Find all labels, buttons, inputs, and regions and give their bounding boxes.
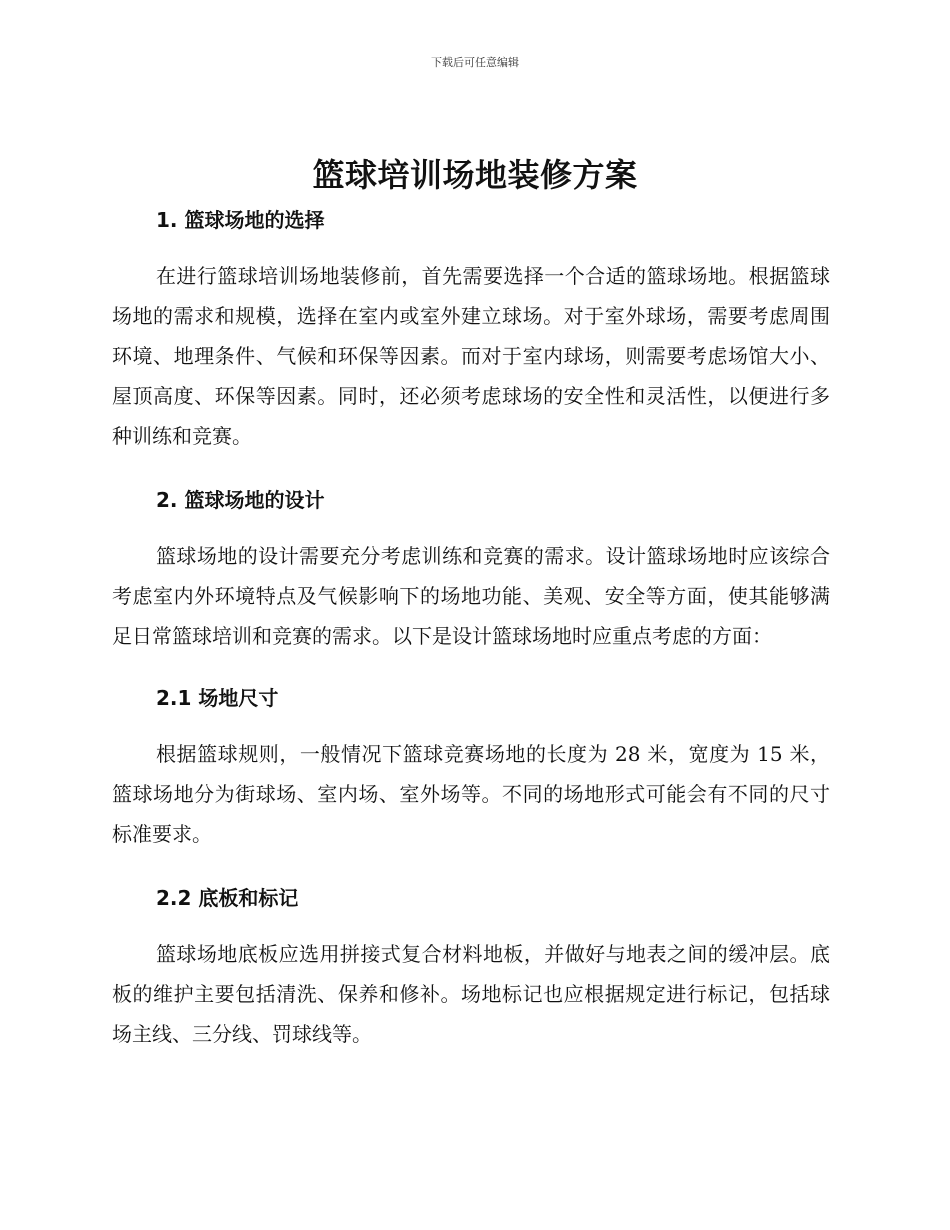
section-heading-2-2: 2.2 底板和标记 xyxy=(156,886,299,910)
section-paragraph-2-1: 根据篮球规则，一般情况下篮球竞赛场地的长度为 28 米，宽度为 15 米，篮球场地分为街球场、室内场、室外场等。不同的场地形式可能会有不同的尺寸标准要求。 xyxy=(112,742,830,846)
section-heading-1: 1. 篮球场地的选择 xyxy=(156,208,325,232)
section-paragraph-1: 在进行篮球培训场地装修前，首先需要选择一个合适的篮球场地。根据篮球场地的需求和规模，选择在室内或室外建立球场。对于室外球场，需要考虑周围环境、地理条件、气候和环保等因素。而对于室内球场，则需要考虑场馆大小、屋顶高度、环保等因素。同时，还必须考虑球场的安全性和灵活性，以便进行多种训练和竞赛。 xyxy=(112,264,830,448)
section-paragraph-2: 篮球场地的设计需要充分考虑训练和竞赛的需求。设计篮球场地时应该综合考虑室内外环境特点及气候影响下的场地功能、美观、安全等方面，使其能够满足日常篮球培训和竞赛的需求。以下是设计篮球场地时应重点考虑的方面： xyxy=(112,544,830,648)
section-heading-2: 2. 篮球场地的设计 xyxy=(156,488,325,512)
document-title: 篮球培训场地装修方案 xyxy=(312,156,638,194)
page-header-note: 下载后可任意编辑 xyxy=(431,56,519,69)
document-body xyxy=(112,202,830,1084)
section-heading-2-1: 2.1 场地尺寸 xyxy=(156,686,279,710)
section-paragraph-2-2: 篮球场地底板应选用拼接式复合材料地板，并做好与地表之间的缓冲层。底板的维护主要包括清洗、保养和修补。场地标记也应根据规定进行标记，包括球场主线、三分线、罚球线等。 xyxy=(112,942,830,1046)
